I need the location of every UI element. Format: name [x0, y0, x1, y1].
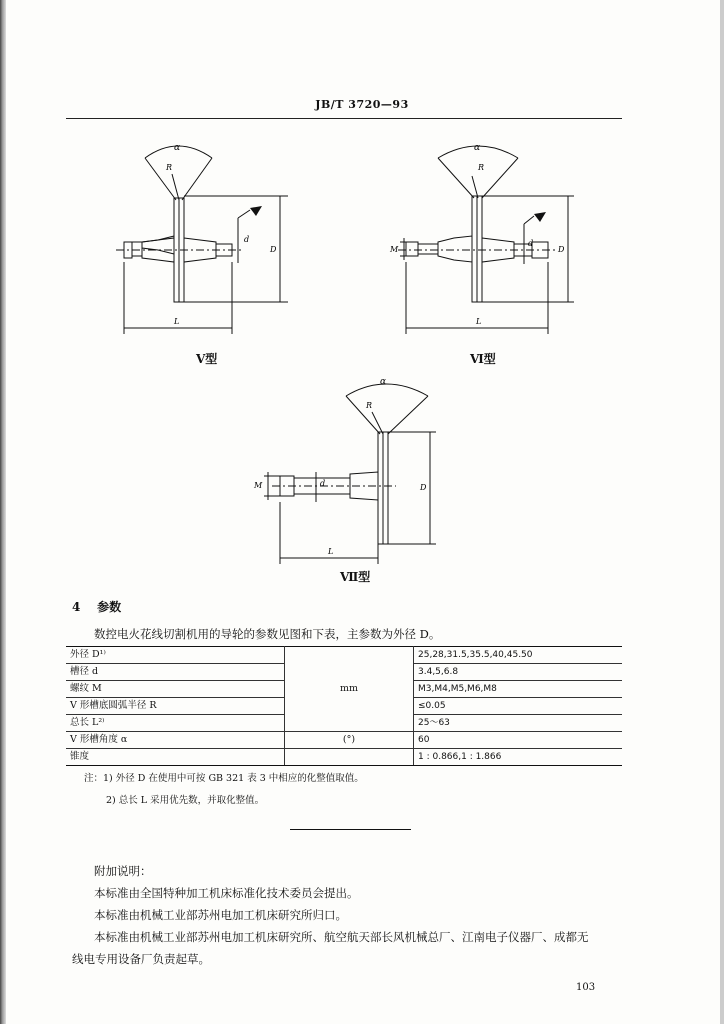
appendix-line: 本标准由全国特种加工机床标准化技术委员会提出。	[94, 886, 359, 900]
table-row	[66, 732, 622, 749]
param-value: 25,28,31.5,35.5,40,45.50	[414, 647, 623, 664]
param-name: 锥度	[66, 749, 285, 766]
outer-dia-label: D	[558, 245, 565, 254]
param-name: 螺纹 M	[66, 681, 285, 698]
alpha-label: α	[380, 377, 387, 387]
section-title: 参数	[97, 600, 122, 614]
length-label: L	[174, 317, 180, 326]
param-name: 总长 L²⁾	[66, 715, 285, 732]
figure-vi-caption: Ⅵ型	[470, 352, 496, 366]
page-number: 103	[576, 982, 596, 993]
param-unit-mm: mm	[285, 647, 414, 732]
figure-type-vi	[378, 138, 578, 338]
param-value: 3.4,5,6.8	[414, 664, 623, 681]
radius-label: R	[366, 401, 373, 410]
param-name: 外径 D¹⁾	[66, 647, 285, 664]
param-name: V 形槽角度 α	[66, 732, 285, 749]
radius-label: R	[478, 163, 485, 172]
param-value: M3,M4,M5,M6,M8	[414, 681, 623, 698]
param-name: 槽径 d	[66, 664, 285, 681]
outer-dia-label: D	[270, 245, 277, 254]
figure-vii-caption: Ⅶ型	[340, 570, 371, 584]
section-intro: 数控电火花线切割机用的导轮的参数见图和下表，主参数为外径 D。	[94, 627, 441, 641]
param-value: 25～63	[414, 715, 623, 732]
page-header: JB/T 3720—93	[315, 98, 409, 111]
appendix-title: 附加说明：	[94, 864, 152, 878]
figure-v-caption: Ⅴ型	[196, 352, 218, 366]
small-dia-label: d	[320, 479, 326, 488]
appendix-line: 本标准由机械工业部苏州电加工机床研究所、航空航天部长风机械总厂、江南电子仪器厂、成都无	[94, 930, 589, 944]
section-heading	[72, 598, 121, 615]
thread-label: M	[254, 481, 263, 490]
thread-label: M	[390, 245, 399, 254]
param-unit-empty	[285, 749, 414, 766]
radius-label: R	[166, 163, 173, 172]
table-row	[66, 647, 622, 664]
param-value: 60	[414, 732, 623, 749]
alpha-label: α	[474, 143, 481, 153]
table-note-1: 注：1) 外径 D 在使用中可按 GB 321 表 3 中相应的化整值取值。	[84, 773, 364, 784]
figure-type-v	[110, 138, 310, 338]
table-note-2: 2) 总长 L 采用优先数，并取化整值。	[106, 795, 265, 806]
outer-dia-label: D	[420, 483, 427, 492]
small-dia-label: d	[528, 239, 534, 248]
length-label: L	[328, 547, 334, 556]
appendix-line: 本标准由机械工业部苏州电加工机床研究所归口。	[94, 908, 347, 922]
scan-edge-left	[0, 0, 6, 1024]
alpha-label: α	[174, 143, 181, 153]
appendix-line: 线电专用设备厂负责起草。	[72, 952, 210, 966]
end-rule	[290, 829, 411, 830]
section-number: 4	[72, 600, 81, 614]
small-dia-label: d	[244, 235, 250, 244]
length-label: L	[476, 317, 482, 326]
header-rule	[66, 118, 622, 119]
param-name: V 形槽底圆弧半径 R	[66, 698, 285, 715]
param-value: ≤0.05	[414, 698, 623, 715]
parameter-table	[66, 646, 622, 766]
figure-type-vii	[250, 372, 450, 572]
param-unit-degree: (°)	[285, 732, 414, 749]
table-row	[66, 749, 622, 766]
param-value: 1 : 0.866,1 : 1.866	[414, 749, 623, 766]
scan-edge-right	[720, 0, 724, 1024]
